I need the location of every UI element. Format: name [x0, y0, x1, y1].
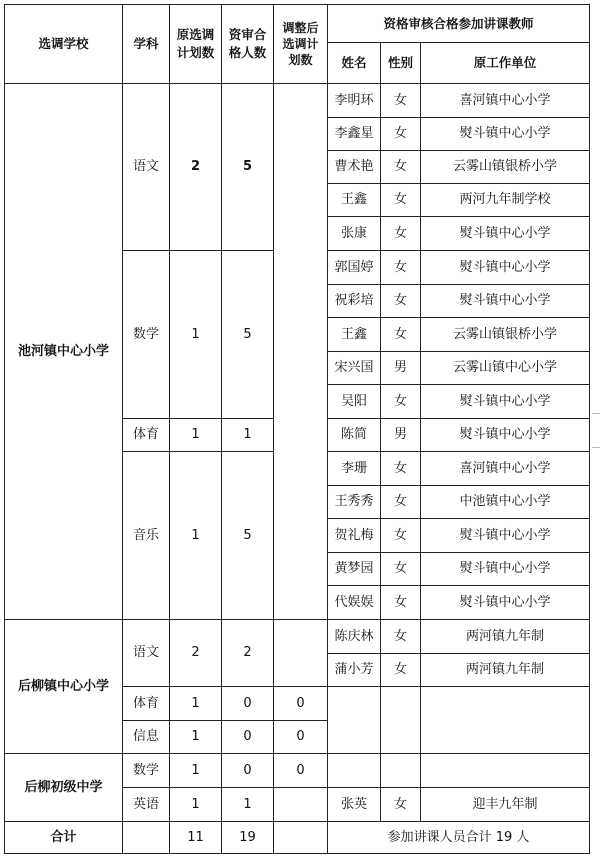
- header-unit: 原工作单位: [421, 43, 590, 84]
- empty-teacher-unit: [421, 754, 590, 788]
- teacher-gender: 女: [381, 184, 421, 217]
- teacher-name: 陈简: [328, 419, 381, 452]
- total-summary: 参加讲课人员合计 19 人: [328, 822, 590, 854]
- teacher-unit: 云雾山镇银桥小学: [421, 318, 590, 352]
- edge-mark: [592, 413, 600, 414]
- teacher-name: 王鑫: [328, 184, 381, 217]
- orig-plan-count: 2: [170, 84, 222, 251]
- teacher-gender: 女: [381, 788, 421, 822]
- teacher-gender: 女: [381, 151, 421, 184]
- total-orig-plan: 11: [170, 822, 222, 854]
- school-houliu: 后柳镇中心小学: [5, 620, 123, 754]
- qualified-count: 0: [222, 754, 274, 788]
- edge-mark: [592, 447, 600, 448]
- teacher-gender: 女: [381, 519, 421, 553]
- teacher-unit: 熨斗镇中心小学: [421, 553, 590, 586]
- teacher-gender: 女: [381, 452, 421, 486]
- teacher-unit: 熨斗镇中心小学: [421, 385, 590, 419]
- empty-teacher-name: [328, 754, 381, 788]
- teacher-qualification-table: [4, 4, 590, 854]
- teacher-name: 宋兴国: [328, 352, 381, 385]
- subject-chinese: 语文: [123, 84, 170, 251]
- teacher-unit: 熨斗镇中心小学: [421, 217, 590, 251]
- qualified-count: 5: [222, 84, 274, 251]
- teacher-unit: 熨斗镇中心小学: [421, 419, 590, 452]
- teacher-unit: 熨斗镇中心小学: [421, 251, 590, 285]
- teacher-gender: 男: [381, 352, 421, 385]
- empty-teacher-unit: [421, 687, 590, 754]
- subject-math: 数学: [123, 251, 170, 419]
- header-subject: 学科: [123, 5, 170, 84]
- header-school: 选调学校: [5, 5, 123, 84]
- total-adjusted-blank: [274, 822, 328, 854]
- total-label: 合计: [5, 822, 123, 854]
- adjusted-count: 0: [274, 721, 328, 754]
- subject-math: 数学: [123, 754, 170, 788]
- qualified-count: 0: [222, 687, 274, 721]
- school-houliu-middle: 后柳初级中学: [5, 754, 123, 822]
- teacher-name: 张康: [328, 217, 381, 251]
- orig-plan-count: 1: [170, 452, 222, 620]
- orig-plan-count: 1: [170, 687, 222, 721]
- total-subject-blank: [123, 822, 170, 854]
- teacher-name: 张英: [328, 788, 381, 822]
- teacher-unit: 两河镇九年制: [421, 620, 590, 654]
- adjusted-count: 0: [274, 687, 328, 721]
- teacher-unit: 喜河镇中心小学: [421, 84, 590, 118]
- subject-english: 英语: [123, 788, 170, 822]
- orig-plan-count: 1: [170, 721, 222, 754]
- teacher-name: 陈庆林: [328, 620, 381, 654]
- teacher-unit: 熨斗镇中心小学: [421, 285, 590, 318]
- header-adjusted: 调整后 选调计 划数: [274, 5, 328, 84]
- qualified-count: 2: [222, 620, 274, 687]
- header-name: 姓名: [328, 43, 381, 84]
- teacher-unit: 熨斗镇中心小学: [421, 519, 590, 553]
- teacher-gender: 女: [381, 385, 421, 419]
- teacher-gender: 女: [381, 318, 421, 352]
- subject-pe: 体育: [123, 687, 170, 721]
- teacher-gender: 女: [381, 251, 421, 285]
- orig-plan-count: 1: [170, 754, 222, 788]
- empty-teacher-name: [328, 687, 381, 754]
- teacher-unit: 两河镇九年制: [421, 654, 590, 687]
- teacher-unit: 迎丰九年制: [421, 788, 590, 822]
- orig-plan-count: 1: [170, 419, 222, 452]
- teacher-unit: 云雾山镇银桥小学: [421, 151, 590, 184]
- subject-pe: 体育: [123, 419, 170, 452]
- teacher-name: 代娱娱: [328, 586, 381, 620]
- qualified-count: 1: [222, 419, 274, 452]
- teacher-name: 蒲小芳: [328, 654, 381, 687]
- teacher-gender: 女: [381, 620, 421, 654]
- header-teacher-group: 资格审核合格参加讲课教师: [328, 5, 590, 43]
- teacher-unit: 中池镇中心小学: [421, 486, 590, 519]
- adjusted-count: 0: [274, 754, 328, 788]
- teacher-unit: 熨斗镇中心小学: [421, 586, 590, 620]
- header-orig-plan: 原选调 计划数: [170, 5, 222, 84]
- teacher-gender: 女: [381, 217, 421, 251]
- subject-music: 音乐: [123, 452, 170, 620]
- teacher-gender: 女: [381, 118, 421, 151]
- empty-teacher-gender: [381, 754, 421, 788]
- teacher-name: 黄梦园: [328, 553, 381, 586]
- qualified-count: 5: [222, 251, 274, 419]
- adjusted-count: [274, 84, 328, 620]
- teacher-gender: 女: [381, 586, 421, 620]
- adjusted-count: [274, 620, 328, 687]
- teacher-name: 郭国婷: [328, 251, 381, 285]
- teacher-gender: 女: [381, 553, 421, 586]
- adjusted-count: [274, 788, 328, 822]
- header-gender: 性别: [381, 43, 421, 84]
- teacher-name: 王鑫: [328, 318, 381, 352]
- teacher-name: 李珊: [328, 452, 381, 486]
- teacher-gender: 男: [381, 419, 421, 452]
- teacher-gender: 女: [381, 84, 421, 118]
- teacher-name: 李明环: [328, 84, 381, 118]
- teacher-name: 李鑫星: [328, 118, 381, 151]
- teacher-name: 王秀秀: [328, 486, 381, 519]
- subject-info: 信息: [123, 721, 170, 754]
- empty-teacher-gender: [381, 687, 421, 754]
- teacher-name: 祝彩培: [328, 285, 381, 318]
- teacher-unit: 云雾山镇中心小学: [421, 352, 590, 385]
- teacher-name: 贺礼梅: [328, 519, 381, 553]
- teacher-name: 曹术艳: [328, 151, 381, 184]
- teacher-gender: 女: [381, 486, 421, 519]
- qualified-count: 1: [222, 788, 274, 822]
- orig-plan-count: 2: [170, 620, 222, 687]
- teacher-gender: 女: [381, 285, 421, 318]
- qualified-count: 5: [222, 452, 274, 620]
- teacher-unit: 熨斗镇中心小学: [421, 118, 590, 151]
- teacher-name: 吴阳: [328, 385, 381, 419]
- header-qualified: 资审合 格人数: [222, 5, 274, 84]
- orig-plan-count: 1: [170, 251, 222, 419]
- teacher-unit: 喜河镇中心小学: [421, 452, 590, 486]
- subject-chinese: 语文: [123, 620, 170, 687]
- teacher-gender: 女: [381, 654, 421, 687]
- school-chihe: 池河镇中心小学: [5, 84, 123, 620]
- orig-plan-count: 1: [170, 788, 222, 822]
- teacher-unit: 两河九年制学校: [421, 184, 590, 217]
- qualified-count: 0: [222, 721, 274, 754]
- total-qualified: 19: [222, 822, 274, 854]
